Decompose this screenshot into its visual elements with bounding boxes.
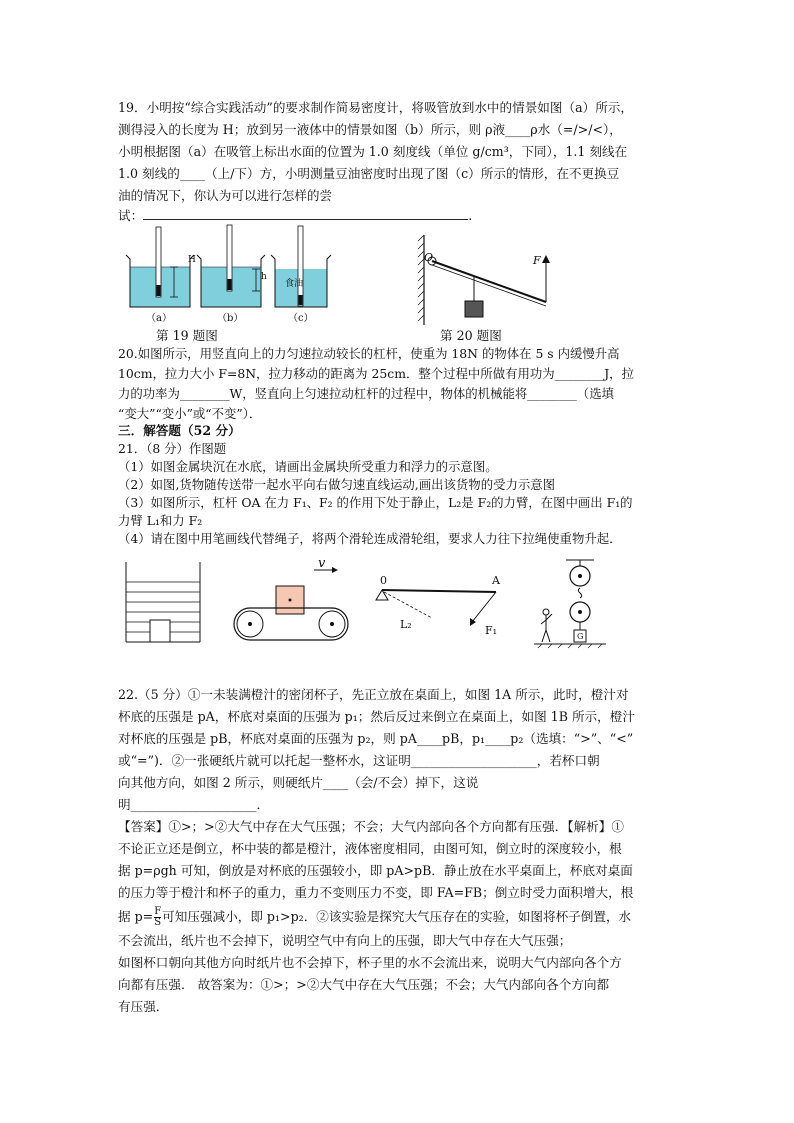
q19-line-4: 1.0 刻线的____（上/下）方，小明测量豆油密度时出现了图（c）所示的情形，在不更换豆 — [118, 166, 620, 181]
label-F1: F₁ — [485, 624, 498, 637]
q19-line-1: 19．小明按“综合实践活动”的要求制作简易密度计，将吸管放到水中的情景如图（a）所示， — [118, 100, 633, 115]
answer-line-3: 据 p=ρgh 可知，倒放是对杯底的压强较小，即 pA>pB．静止放在水平桌面上，杯底对桌面 — [118, 863, 633, 878]
fig19-caption: 第 19 题图 — [156, 328, 218, 343]
fig21-lever-OA — [372, 580, 502, 640]
fig20-lever — [418, 235, 568, 325]
label-L2: L₂ — [400, 618, 412, 631]
fig20-label-O: O — [424, 251, 434, 264]
label-v: v — [318, 556, 326, 571]
fig19-b-caption: （b） — [217, 313, 244, 324]
label-H: H — [188, 255, 196, 265]
fraction-F-over-S — [154, 907, 161, 928]
fig19-a-caption: （a） — [146, 313, 172, 324]
label-h: h — [261, 272, 267, 282]
label-oil: 食油 — [285, 279, 304, 289]
q19-try-label: 试： — [118, 208, 144, 223]
beaker-c — [271, 226, 331, 307]
answer-line-9: 有压强． — [118, 999, 169, 1014]
answer-line-5-start: 据 p= — [118, 909, 154, 924]
fig20-label-F: F — [533, 254, 541, 267]
q22-line-3: 对杯底的压强是 pB，杯底对桌面的压强为 p₂，则 pA____pB，p₁____p₂（选填：“>”、“<” — [118, 731, 634, 746]
q21-part-4: （4）请在图中用笔画线代替绳子，将两个滑轮连成滑轮组，要求人力往下拉绳使重物升起． — [118, 531, 622, 546]
q21-part-3b: 力臂 L₁和力 F₂ — [118, 513, 203, 528]
q20-line-3: 力的功率为________W，竖直向上匀速拉动杠杆的过程中，物体的机械能将________（选填 — [118, 386, 614, 401]
q20-line-1: 20.如图所示，用竖直向上的力匀速拉动较长的杠杆，使重为 18N 的物体在 5 s 内缓慢升高 — [118, 346, 620, 361]
answer-line-6: 不会流出，纸片也不会掉下，说明空气中有向上的压强，即大气中存在大气压强； — [118, 933, 572, 948]
fraction-numerator: F — [154, 906, 162, 917]
q19-line-5: 油的情况下，你认为可以进行怎样的尝 — [118, 188, 333, 203]
answer-line-5 — [118, 904, 678, 930]
q19-period: . — [468, 208, 473, 223]
q22-line-5: 向其他方向，如图 2 所示，则硬纸片____（会/不会）掉下，这说 — [118, 775, 479, 790]
fig21-tank — [124, 562, 204, 644]
label-G: G — [577, 632, 584, 641]
q22-line-6: 明____________________． — [118, 797, 270, 812]
fraction-denominator: S — [154, 917, 162, 928]
label-A-lever: A — [492, 574, 500, 587]
q19-line-6 — [118, 205, 678, 227]
q22-line-1: 22.（5 分）①一未装满橙汁的密闭杯子，先正立放在桌面上，如图 1A 所示，此时，橙汁对 — [118, 687, 629, 702]
answer-line-2: 不论正立还是倒立，杯中装的都是橙汁，液体密度相同，由图可知，倒立时的深度较小，根 — [118, 841, 622, 856]
q20-line-4: “变大”“变小”或“不变”）． — [118, 406, 262, 421]
q22-line-2: 杯底的压强是 pA，杯底对桌面的压强为 p₁；然后反过来倒立在桌面上，如图 1B 所示，橙汁 — [118, 709, 635, 724]
answer-line-5-end: 可知压强减小，即 p₁>p₂．②该实验是探究大气压存在的实验，如图将杯子倒置，水 — [162, 909, 632, 924]
answer-line-8: 向都有压强． 故答案为：①>；>②大气中存在大气压强；不会；大气内部向各个方向都 — [118, 977, 610, 992]
q21-head: 21．（8 分）作图题 — [118, 441, 227, 456]
beaker-a — [126, 227, 194, 307]
q21-part-2: （2）如图,货物随传送带一起水平向右做匀速直线运动,画出该货物的受力示意图 — [118, 477, 556, 492]
answer-line-7: 如图杯口朝向其他方向时纸片也不会掉下，杯子里的水不会流出来，说明大气内部向各个方 — [118, 955, 622, 970]
q22-line-4: 或“=”)．②一张硬纸片就可以托起一整杯水，这证明____________________，若杯口朝 — [118, 753, 600, 768]
q19-line-2: 测得浸入的长度为 H；放到另一液体中的情景如图（b）所示，则 ρ液____ρ水（=/>/<）， — [118, 122, 622, 137]
answer-line-1: 【答案】①>；>②大气中存在大气压强；不会；大气内部向各个方向都有压强．【解析】① — [118, 819, 624, 834]
q21-part-3: （3）如图所示，杠杆 OA 在力 F₁、F₂ 的作用下处于静止，L₂是 F₂的力臂，在图中画出 F₁的 — [118, 495, 633, 510]
q21-part-1: （1）如图金属块沉在水底，请画出金属块所受重力和浮力的示意图。 — [118, 459, 498, 474]
fig21-conveyor — [232, 562, 352, 644]
q19-line-3: 小明根据图（a）在吸管上标出水面的位置为 1.0 刻度线（单位 g/cm³，下同），1.1 刻线在 — [118, 144, 628, 159]
fig19-c-caption: （c） — [288, 313, 314, 324]
q19-answer-blank — [143, 205, 468, 220]
beaker-b — [197, 225, 265, 307]
answer-line-4: 的压力等于橙汁和杯子的重力，重力不变则压力不变，即 FA=FB；倒立时受力面积增大，根 — [118, 885, 634, 900]
section-3-title: 三．解答题（52 分） — [118, 423, 241, 438]
fig20-caption: 第 20 题图 — [440, 328, 502, 343]
q20-line-2: 10cm，拉力大小 F=8N，拉力移动的距离为 25cm．整个过程中所做有用功为________J，拉 — [118, 366, 634, 381]
fig21-pulleys — [534, 560, 606, 650]
label-O-lever: 0 — [380, 574, 387, 587]
